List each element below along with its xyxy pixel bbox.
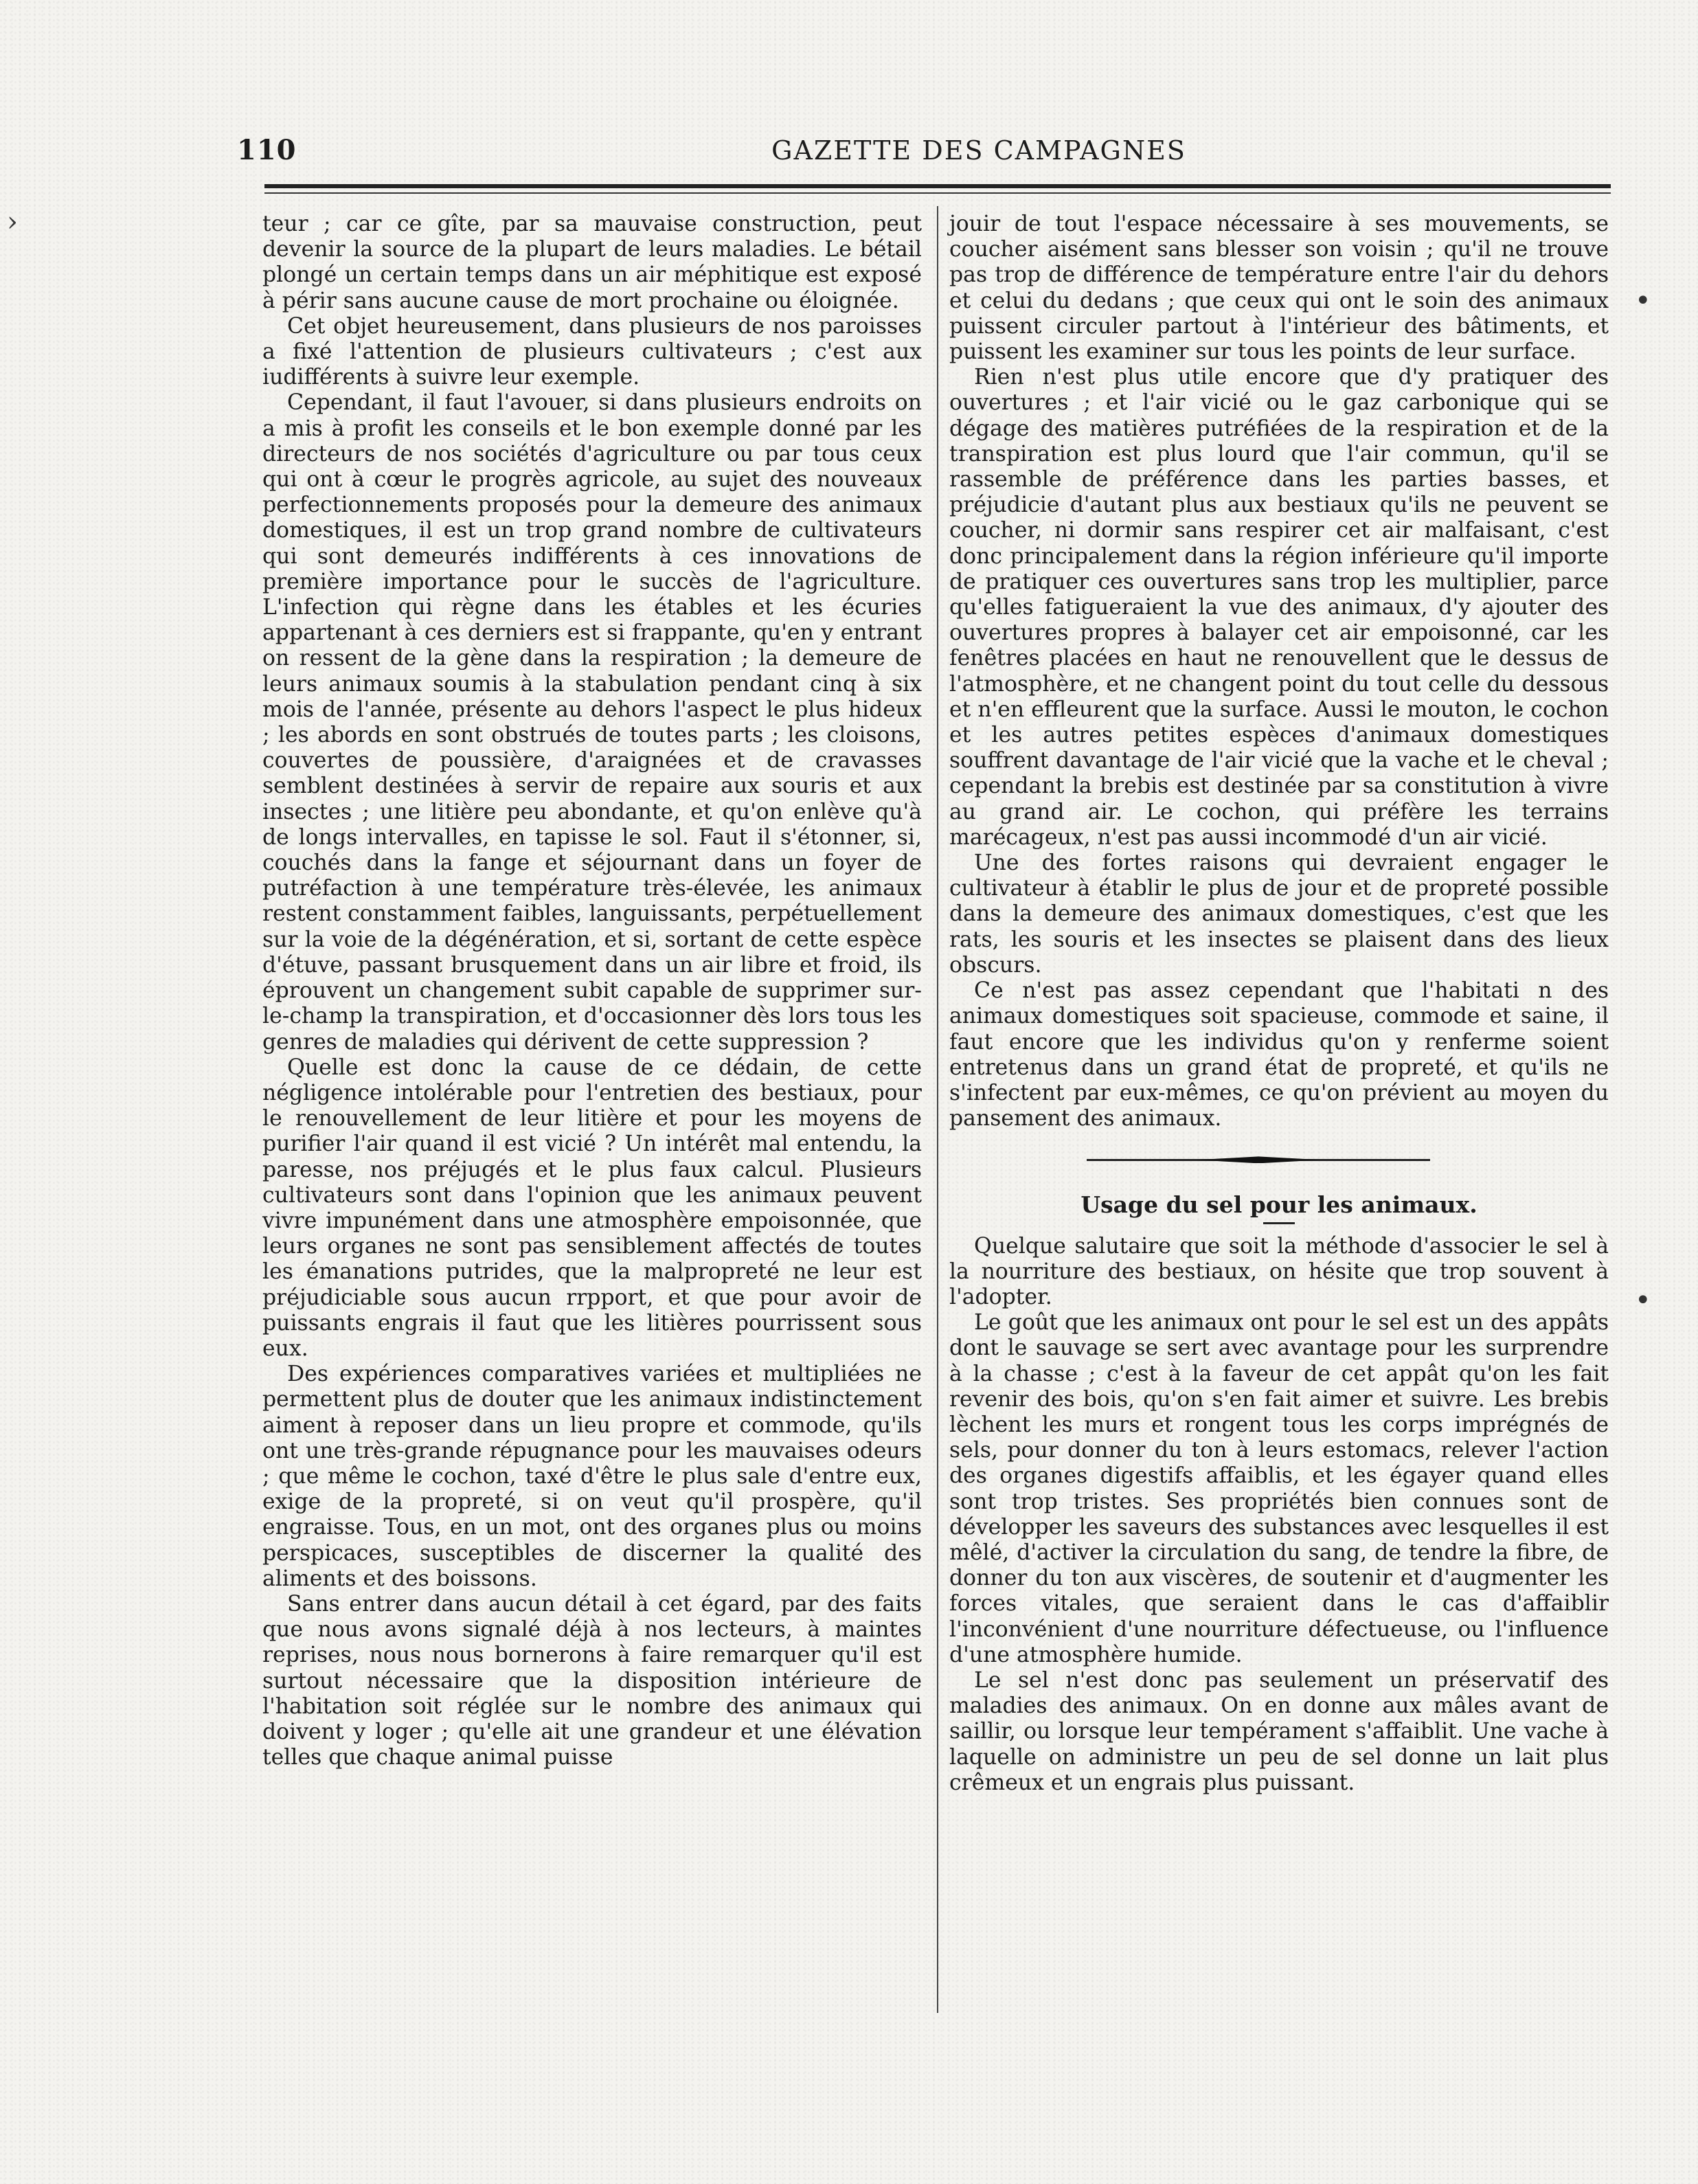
ornament-diamond: [1197, 1156, 1320, 1163]
running-title: GAZETTE DES CAMPAGNES: [771, 135, 1186, 166]
paragraph: Une des fortes raisons qui devraient engager le cultivateur à établir le plus de jour et de propreté possible dans la demeure des animaux domestiques, c'est que les rats, les souris et les insectes se plaisent dans des lieux obscurs.: [949, 851, 1609, 978]
right-column: [949, 212, 1609, 1796]
column-divider: [937, 206, 938, 2013]
margin-mark: ›: [7, 206, 18, 238]
header-rule-thin: [264, 192, 1611, 194]
section-ornament: [949, 1155, 1609, 1164]
paragraph: Des expériences comparatives variées et multipliées ne permettent plus de douter que les animaux indistinctement aiment à reposer dans un lieu propre et commode, qu'ils ont une très-grande répugnance pour les mauvaises odeurs ; que même le cochon, taxé d'être le plus sale d'entre eux, exige de la propreté, si on veut qu'il prospère, qu'il engraisse. Tous, en un mot, ont des organes plus ou moins perspicaces, susceptibles de discerner la qualité des aliments et des boissons.: [262, 1362, 922, 1591]
paragraph: Ce n'est pas assez cependant que l'habitati n des animaux domestiques soit spacieuse, commode et saine, il faut encore que les individus qu'on y renferme soient entretenus dans un grand état de propreté, et qu'ils ne s'infectent par eux-mêmes, ce qu'on prévient au moyen du pansement des animaux.: [949, 978, 1609, 1132]
page-number: 110: [237, 134, 297, 166]
paragraph: jouir de tout l'espace nécessaire à ses mouvements, se coucher aisément sans blesser son voisin ; qu'il ne trouve pas trop de différence de température entre l'air du dehors et celui du dedans ; que ceux qui ont le soin des animaux puissent circuler partout à l'intérieur des bâtiments, et puissent les examiner sur tous les points de leur surface.: [949, 212, 1609, 365]
paragraph: Cet objet heureusement, dans plusieurs de nos paroisses a fixé l'attention de plusieurs cultivateurs ; c'est aux iudifférents à suivre leur exemple.: [262, 313, 922, 390]
section-dash: [1263, 1222, 1295, 1224]
paragraph: Cependant, il faut l'avouer, si dans plusieurs endroits on a mis à profit les conseils et le bon exemple donné par les directeurs de nos sociétés d'agriculture ou par tous ceux qui ont à cœur le progrès agricole, au sujet des nouveaux perfectionnements proposés pour la demeure des animaux domestiques, il est un trop grand nombre de cultivateurs qui sont demeurés indifférents à ces innovations de première importance pour le succès de l'agriculture. L'infection qui règne dans les étables et les écuries appartenant à ces derniers est si frappante, qu'en y entrant on ressent de la gène dans la respiration ; la demeure de leurs animaux soumis à la stabulation pendant cinq à six mois de l'année, présente au dehors l'aspect le plus hideux ; les abords en sont obstrués de toutes parts ; les cloisons, couvertes de poussière, d'araignées et de cravasses semblent destinées à servir de repaire aux souris et aux insectes ; une litière peu abondante, et qu'on enlève qu'à de longs intervalles, en tapisse le sol. Faut il s'étonner, si, couchés dans la fange et séjournant dans un foyer de putréfaction à une température très-élevée, les animaux restent constamment faibles, languissants, perpétuellement sur la voie de la dégénération, et si, sortant de cette espèce d'étuve, passant brusquement dans un air libre et froid, ils éprouvent un changement subit capable de supprimer sur-le-champ la transpiration, et d'occasionner dès lors tous les genres de maladies qui dérivent de cette suppression ?: [262, 390, 922, 1055]
paragraph: Le sel n'est donc pas seulement un préservatif des maladies des animaux. On en donne aux mâles avant de saillir, ou lorsque leur tempérament s'affaiblit. Une vache à laquelle on administre un peu de sel donne un lait plus crêmeux et un engrais plus puissant.: [949, 1667, 1609, 1795]
paragraph: Rien n'est plus utile encore que d'y pratiquer des ouvertures ; et l'air vicié ou le gaz carbonique qui se dégage des matières putréfiées de la respiration et de la transpiration est plus lourd que l'air commun, qu'il se rassemble de préférence dans les parties basses, et préjudicie d'autant plus aux bestiaux qu'ils ne peuvent se coucher, ni dormir sans respirer cet air malfaisant, c'est donc principalement dans la région inférieure qu'il importe de pratiquer ces ouvertures sans trop les multiplier, parce qu'elles fatigueraient la vue des animaux, d'y ajouter des ouvertures propres à balayer cet air empoisonné, car les fenêtres placées en haut ne renouvellent que le dessus de l'atmosphère, et ne changent point du tout celle du dessous et n'en effleurent que la surface. Aussi le mouton, le cochon et les autres petites espèces d'animaux domestiques souffrent davantage de l'air vicié que la vache et le cheval ; cependant la brebis est destinée par sa constitution à vivre au grand air. Le cochon, qui préfère les terrains marécageux, n'est pas aussi incommodé d'un air vicié.: [949, 365, 1609, 850]
margin-mark: •: [1635, 285, 1651, 317]
header-rule-thick: [264, 184, 1611, 188]
paragraph: Quelle est donc la cause de ce dédain, de cette négligence intolérable pour l'entretien des bestiaux, pour le renouvellement de leur litière et pour les moyens de purifier l'air quand il est vicié ? Un intérêt mal entendu, la paresse, nos préjugés et le plus faux calcul. Plusieurs cultivateurs sont dans l'opinion que les animaux peuvent vivre impunément dans une atmosphère empoisonnée, que leurs organes ne sont pas sensiblement affectés de toutes les émanations putrides, que la malpropreté ne leur est préjudiciable sous aucun rrpport, et que pour avoir de puissants engrais il faut que les litières pourrissent sous eux.: [262, 1055, 922, 1361]
paragraph: Quelque salutaire que soit la méthode d'associer le sel à la nourriture des bestiaux, on hésite que trop souvent à l'adopter.: [949, 1233, 1609, 1309]
page-header: [237, 134, 1611, 182]
section-title: Usage du sel pour les animaux.: [1080, 1191, 1478, 1219]
paragraph: Le goût que les animaux ont pour le sel est un des appâts dont le sauvage se sert avec avantage pour les surprendre à la chasse ; c'est à la faveur de cet appât qu'on les fait revenir des bois, qu'on s'en fait aimer et suivre. Les brebis lèchent les murs et rongent tous les corps imprégnés de sels, pour donner du ton à leurs estomacs, relever l'action des organes digestifs affaiblis, et les égayer quand elles sont trop tristes. Ses propriétés bien connues sont de développer les saveurs des substances avec lesquelles il est mêlé, d'activer la circulation du sang, de tendre la fibre, de donner du ton aux viscères, de soutenir et d'augmenter les forces vitales, que seraient dans le cas d'affaiblir l'inconvénient d'une nourriture défectueuse, ou l'influence d'une atmosphère humide.: [949, 1310, 1609, 1667]
paragraph: Sans entrer dans aucun détail à cet égard, par des faits que nous avons signalé déjà à nos lecteurs, à maintes reprises, nous nous bornerons à faire remarquer qu'il est surtout nécessaire que la disposition intérieure de l'habitation soit réglée sur le nombre des animaux qui doivent y loger ; qu'elle ait une grandeur et une élévation telles que chaque animal puisse: [262, 1591, 922, 1770]
left-column: [262, 212, 922, 1770]
margin-mark: •: [1635, 1285, 1651, 1316]
paragraph: teur ; car ce gîte, par sa mauvaise construction, peut devenir la source de la plupart de leurs maladies. Le bétail plongé un certain temps dans un air méphitique est exposé à périr sans aucune cause de mort prochaine ou éloignée.: [262, 212, 922, 313]
